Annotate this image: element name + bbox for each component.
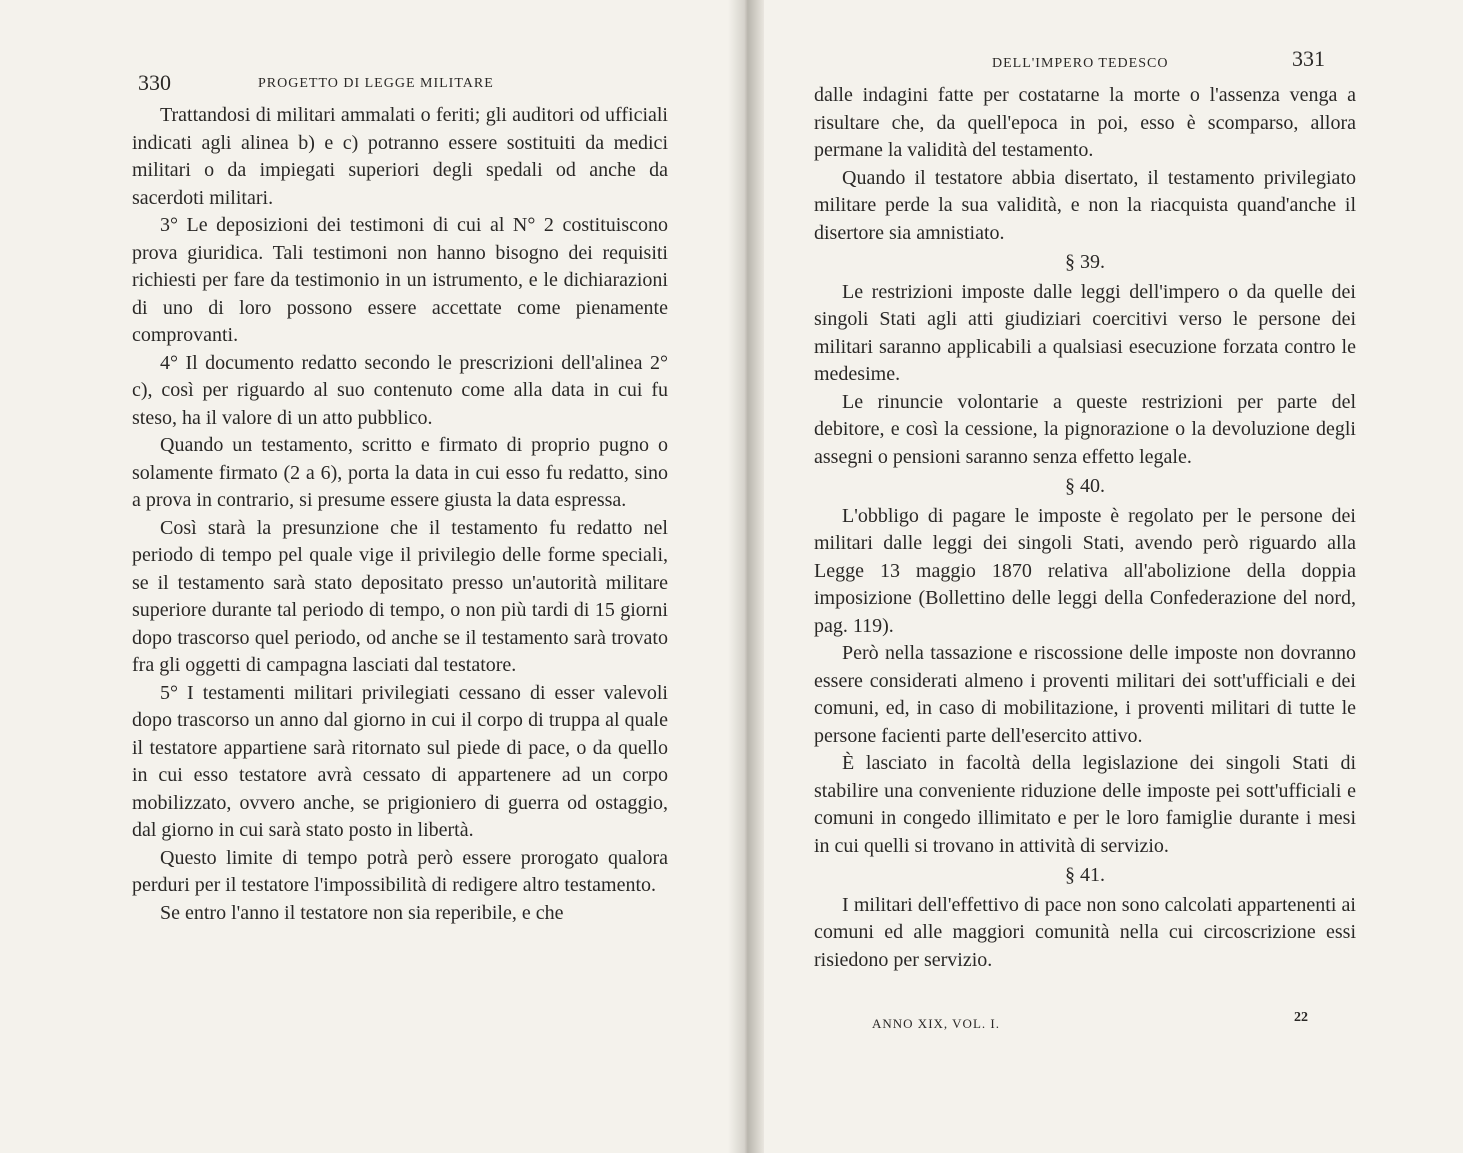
running-head: PROGETTO DI LEGGE MILITARE [258, 76, 494, 91]
paragraph: Quando un testamento, scritto e firmato di proprio pugno o solamente firmato (2 a 6), porta la data in cui esso fu redatto, sino a prova in contrario, si presume essere giusta la data espressa. [132, 434, 668, 511]
paragraph: Le rinuncie volontarie a queste restrizioni per parte del debitore, e così la cessione, la pignorazione o la devoluzione degli assegni o pensioni saranno senza effetto legale. [814, 390, 1356, 468]
page-body [814, 82, 1356, 974]
paragraph: 4° Il documento redatto secondo le prescrizioni dell'alinea 2° c), così per riguardo al suo contenuto come alla data in cui fu steso, ha il valore di un atto pubblico. [132, 351, 668, 429]
paragraph: 3° Le deposizioni dei testimoni di cui al N° 2 costituiscono prova giuridica. Tali testimoni non hanno bisogno dei requisiti richiesti per fare da testimonio in un istrumento, e le dichiarazioni di uno di loro possono essere accettate come pienamente comprovanti. [132, 214, 668, 346]
paragraph: È lasciato in facoltà della legislazione dei singoli Stati di stabilire una conveniente riduzione delle imposte pei sott'ufficiali e comuni in congedo illimitato e per le loro famiglie durante i mesi in cui quelli si trovano in attività di servizio. [814, 752, 1356, 857]
paragraph: I militari dell'effettivo di pace non sono calcolati appartenenti ai comuni ed alle maggiori comunità nella cui circoscrizione essi risiedono per servizio. [814, 893, 1356, 971]
paragraph: 5° I testamenti militari privilegiati cessano di esser valevoli dopo trascorso un anno dal giorno in cui il corpo di truppa al quale il testatore appartiene sarà ritornato sul piede di pace, o da quello in cui esso testatore avrà cessato di appartenere ad un corpo mobilizzato, ovvero anche, se prigioniero di guerra od ostaggio, dal giorno in cui sarà stato posto in libertà. [132, 681, 668, 841]
paragraph: Quando il testatore abbia disertato, il testamento privilegiato militare perde la sua validità, e non la riacquista quand'anche il disertore sia amnistiato. [814, 166, 1356, 244]
paragraph: Questo limite di tempo potrà però essere prorogato qualora perduri per il testatore l'impossibilità di redigere altro testamento. [132, 846, 668, 896]
paragraph: dalle indagini fatte per costatarne la morte o l'assenza venga a risultare che, da quell'epoca in poi, esso è scomparso, allora permane la validità del testamento. [814, 84, 1356, 161]
book-gutter [728, 0, 764, 1153]
signature-mark: ANNO XIX, VOL. I. [872, 1016, 1000, 1031]
section-heading: § 39. [1065, 251, 1105, 273]
section-heading: § 40. [1065, 475, 1105, 497]
page-body [132, 102, 668, 927]
paragraph: Se entro l'anno il testatore non sia reperibile, e che [160, 901, 564, 924]
left-page [0, 0, 728, 1153]
running-head: DELL'IMPERO TEDESCO [992, 56, 1169, 71]
paragraph: L'obbligo di pagare le imposte è regolato per le persone dei militari dalle leggi dei singoli Stati, avendo però riguardo alla Legge 13 maggio 1870 relativa all'abolizione della doppia imposizione (Bollettino delle leggi della Confederazione del nord, pag. 119). [814, 504, 1356, 637]
page-number: 331 [1292, 46, 1325, 71]
paragraph: Le restrizioni imposte dalle leggi dell'impero o da quelle dei singoli Stati agli atti giudiziari coercitivi verso le persone dei militari saranno applicabili a qualsiasi esecuzione forzata contro le medesime. [814, 280, 1356, 385]
page-number: 330 [138, 70, 171, 95]
signature-number: 22 [1294, 1010, 1308, 1025]
paragraph: Così starà la presunzione che il testamento fu redatto nel periodo di tempo pel quale vige il privilegio delle forme speciali, se il testamento sarà stato depositato presso un'autorità militare superiore durante tal periodo di tempo, o non più tardi di 15 giorni dopo trascorso quel periodo, od anche se il testamento sarà trovato fra gli oggetti di campagna lasciati dal testatore. [132, 516, 668, 676]
section-heading: § 41. [1065, 864, 1105, 886]
right-page [764, 0, 1463, 1153]
paragraph: Però nella tassazione e riscossione delle imposte non dovranno essere considerati almeno i proventi militari dei sott'ufficiali e dei comuni, ed, in caso di mobilitazione, i proventi militari di tutte le persone facienti parte dell'esercito attivo. [814, 642, 1356, 747]
paragraph: Trattandosi di militari ammalati o feriti; gli auditori od ufficiali indicati agli alinea b) e c) potranno essere sostituiti da medici militari o da impiegati superiori degli spedali od anche da sacerdoti militari. [132, 104, 668, 209]
